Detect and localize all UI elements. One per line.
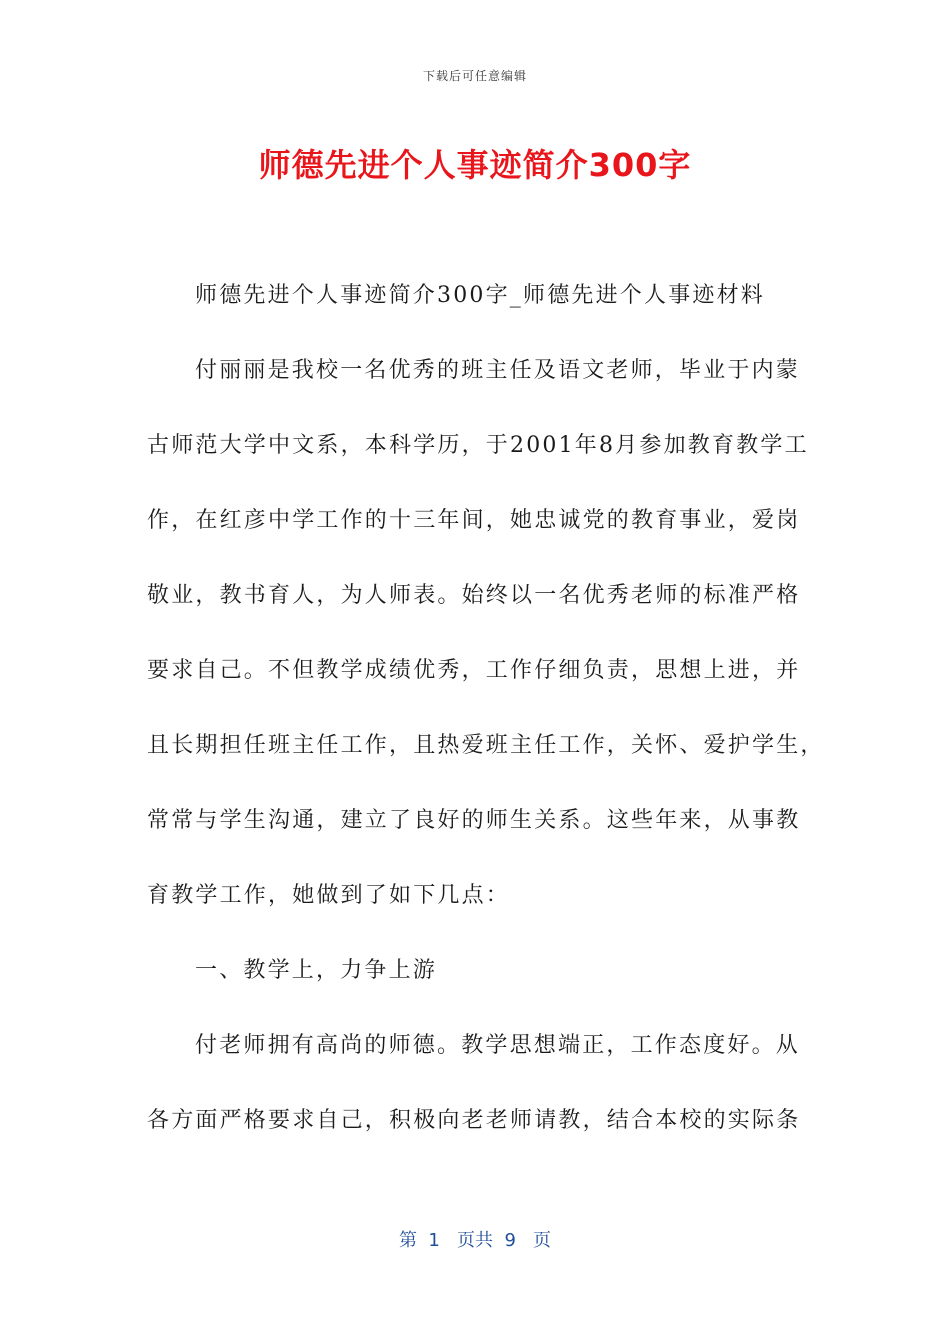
document-title: 师德先进个人事迹简介300字 xyxy=(258,146,692,184)
body-line: 古师范大学中文系，本科学历，于2001年8月参加教育教学工 xyxy=(147,433,809,458)
body-line: 敬业，教书育人，为人师表。始终以一名优秀老师的标准严格 xyxy=(147,583,801,608)
page-number-footer: 第 1 页共 9 页 xyxy=(398,1230,552,1251)
header-note: 下载后可任意编辑 xyxy=(422,69,527,83)
body-line: 且长期担任班主任工作，且热爱班主任工作，关怀、爱护学生， xyxy=(147,733,825,758)
section-heading: 一、教学上，力争上游 xyxy=(195,958,438,983)
body-line: 师德先进个人事迹简介300字_师德先进个人事迹材料 xyxy=(195,283,765,308)
body-line: 常常与学生沟通，建立了良好的师生关系。这些年来，从事教 xyxy=(147,808,801,833)
body-line: 要求自己。不但教学成绩优秀，工作仔细负责，思想上进，并 xyxy=(147,658,801,683)
body-line: 各方面严格要求自己，积极向老老师请教，结合本校的实际条 xyxy=(147,1108,801,1133)
body-line: 付丽丽是我校一名优秀的班主任及语文老师，毕业于内蒙 xyxy=(195,358,801,383)
body-line: 作，在红彦中学工作的十三年间，她忠诚党的教育事业，爱岗 xyxy=(147,508,801,533)
body-line: 育教学工作，她做到了如下几点： xyxy=(147,883,511,908)
document-body xyxy=(147,276,825,1176)
body-line: 付老师拥有高尚的师德。教学思想端正，工作态度好。从 xyxy=(195,1033,801,1058)
